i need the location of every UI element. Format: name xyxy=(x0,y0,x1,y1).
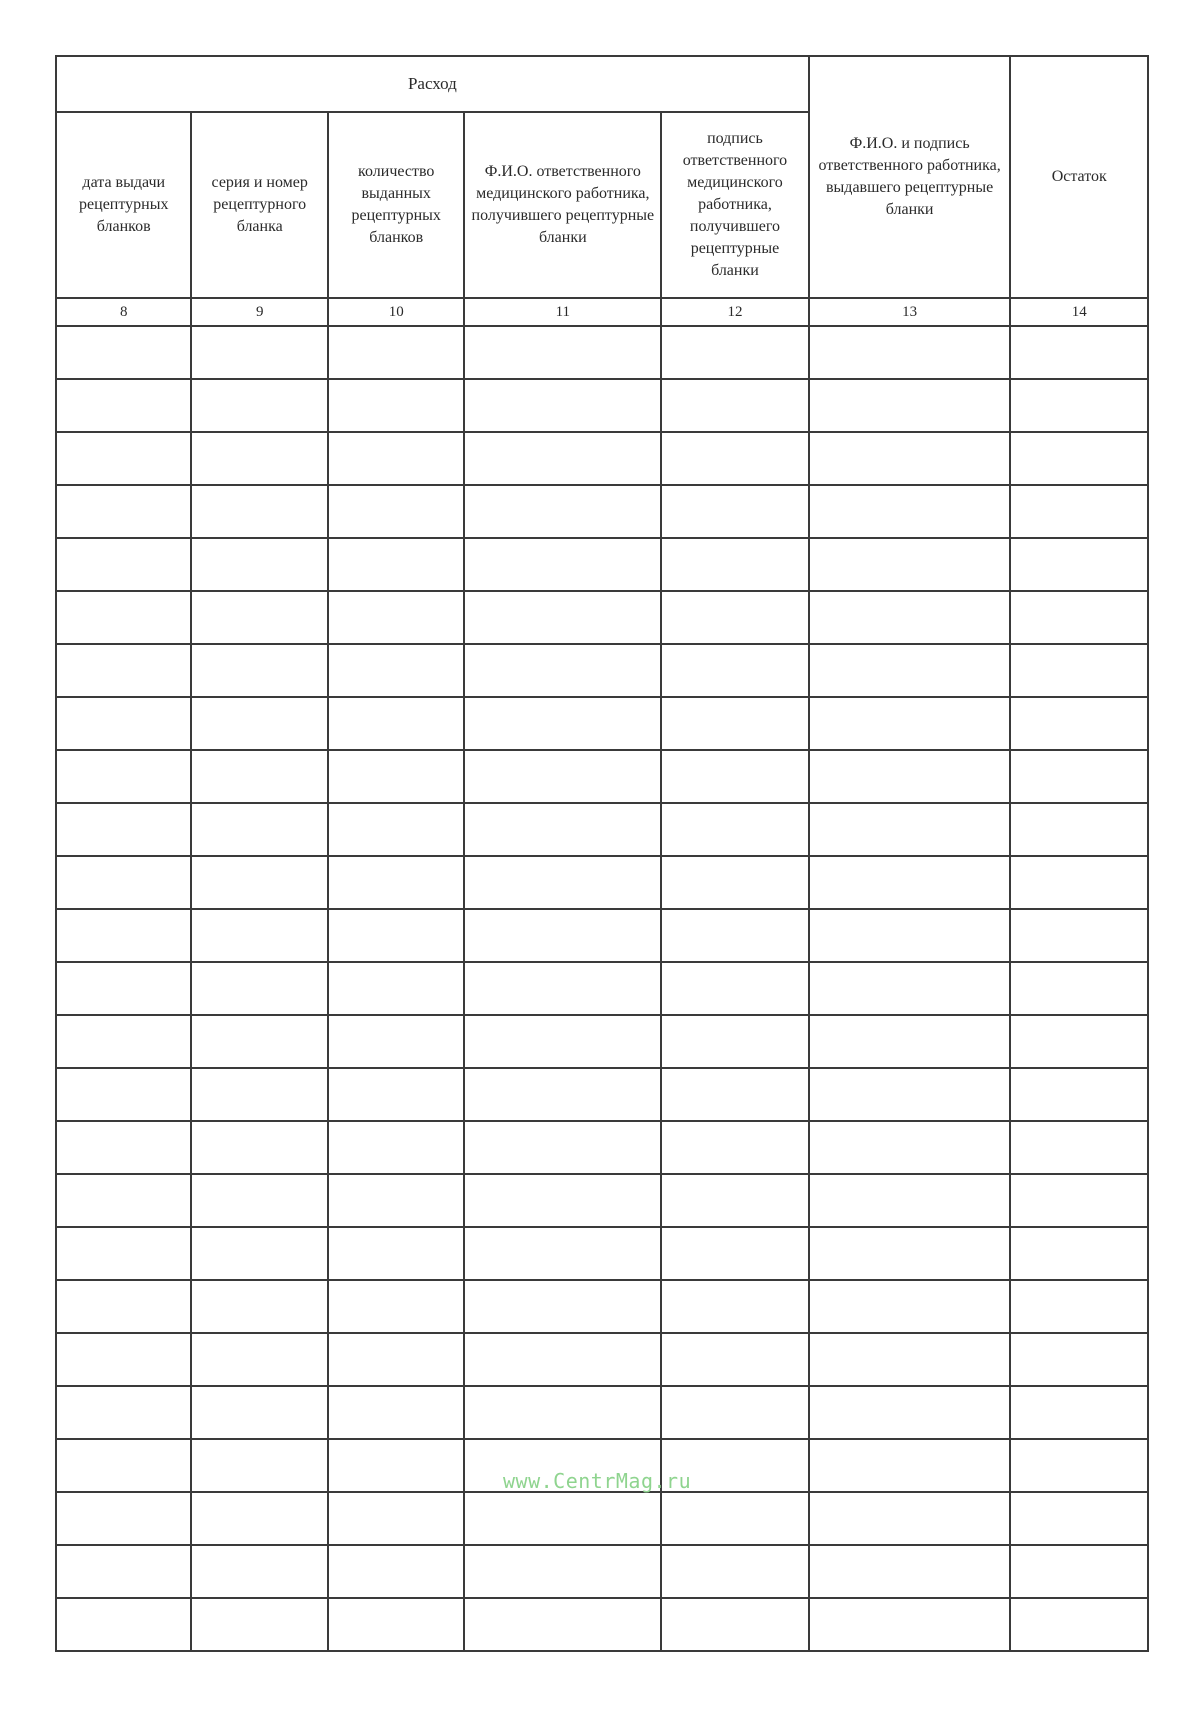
table-row xyxy=(56,644,1148,697)
table-cell xyxy=(328,803,464,856)
table-cell xyxy=(1010,326,1148,379)
table-cell xyxy=(464,432,661,485)
table-cell xyxy=(328,697,464,750)
table-cell xyxy=(328,1386,464,1439)
table-cell xyxy=(191,1439,327,1492)
table-cell xyxy=(191,750,327,803)
table-cell xyxy=(328,750,464,803)
table-cell xyxy=(661,1121,809,1174)
table-row xyxy=(56,1492,1148,1545)
table-cell xyxy=(1010,1333,1148,1386)
table-cell xyxy=(191,1121,327,1174)
table-cell xyxy=(56,1015,191,1068)
table-cell xyxy=(1010,962,1148,1015)
table-row xyxy=(56,1545,1148,1598)
table-cell xyxy=(809,1333,1011,1386)
table-cell xyxy=(1010,485,1148,538)
column-number-row xyxy=(56,298,1148,326)
table-row xyxy=(56,697,1148,750)
table-cell xyxy=(191,803,327,856)
column-number: 8 xyxy=(56,298,191,326)
quantity-header: количество выданных рецептурных бланков xyxy=(328,112,464,298)
table-cell xyxy=(809,644,1011,697)
table-cell xyxy=(191,379,327,432)
table-cell xyxy=(661,379,809,432)
table-cell xyxy=(809,1015,1011,1068)
table-row xyxy=(56,1598,1148,1651)
recipient-name-header: Ф.И.О. ответственного медицинского работника, получившего рецептурные бланки xyxy=(464,112,661,298)
table-cell xyxy=(191,856,327,909)
table-row xyxy=(56,1121,1148,1174)
table-cell xyxy=(328,856,464,909)
table-cell xyxy=(191,1280,327,1333)
table-cell xyxy=(1010,1492,1148,1545)
table-cell xyxy=(1010,1598,1148,1651)
table-cell xyxy=(1010,697,1148,750)
table-row xyxy=(56,750,1148,803)
table-row xyxy=(56,1333,1148,1386)
table-cell xyxy=(191,1015,327,1068)
table-cell xyxy=(809,1174,1011,1227)
table-cell xyxy=(1010,1545,1148,1598)
table-cell xyxy=(1010,538,1148,591)
table-cell xyxy=(464,644,661,697)
table-cell xyxy=(56,1280,191,1333)
table-cell xyxy=(809,1227,1011,1280)
table-row xyxy=(56,432,1148,485)
table-cell xyxy=(191,1598,327,1651)
table-cell xyxy=(191,697,327,750)
table-cell xyxy=(464,1227,661,1280)
table-cell xyxy=(191,485,327,538)
table-cell xyxy=(1010,379,1148,432)
table-cell xyxy=(464,1015,661,1068)
table-cell xyxy=(328,1492,464,1545)
table-cell xyxy=(191,1386,327,1439)
table-cell xyxy=(1010,1227,1148,1280)
table-cell xyxy=(56,379,191,432)
table-cell xyxy=(809,326,1011,379)
table-cell xyxy=(464,856,661,909)
table-cell xyxy=(1010,644,1148,697)
table-cell xyxy=(56,432,191,485)
table-cell xyxy=(191,1227,327,1280)
table-cell xyxy=(56,644,191,697)
table-cell xyxy=(56,1439,191,1492)
table-cell xyxy=(661,750,809,803)
column-number: 12 xyxy=(661,298,809,326)
table-cell xyxy=(1010,432,1148,485)
table-cell xyxy=(809,1068,1011,1121)
table-cell xyxy=(464,1068,661,1121)
table-cell xyxy=(1010,1386,1148,1439)
table-cell xyxy=(661,1333,809,1386)
table-cell xyxy=(464,697,661,750)
table-cell xyxy=(328,326,464,379)
table-cell xyxy=(328,1333,464,1386)
table-cell xyxy=(1010,750,1148,803)
table-cell xyxy=(661,1227,809,1280)
table-cell xyxy=(661,1015,809,1068)
table-cell xyxy=(1010,1015,1148,1068)
table-cell xyxy=(464,1545,661,1598)
table-cell xyxy=(1010,856,1148,909)
table-row xyxy=(56,379,1148,432)
table-cell xyxy=(464,1598,661,1651)
table-cell xyxy=(661,538,809,591)
table-row xyxy=(56,326,1148,379)
table-cell xyxy=(464,538,661,591)
table-cell xyxy=(191,1545,327,1598)
table-cell xyxy=(809,538,1011,591)
table-cell xyxy=(661,856,809,909)
table-cell xyxy=(464,1492,661,1545)
column-number: 10 xyxy=(328,298,464,326)
table-cell xyxy=(809,1121,1011,1174)
table-cell xyxy=(56,326,191,379)
table-cell xyxy=(56,1174,191,1227)
table-cell xyxy=(661,1386,809,1439)
table-cell xyxy=(809,1386,1011,1439)
table-cell xyxy=(809,1598,1011,1651)
register-table xyxy=(55,55,1149,1652)
table-cell xyxy=(809,432,1011,485)
table-cell xyxy=(328,1227,464,1280)
table-cell xyxy=(809,750,1011,803)
table-cell xyxy=(464,750,661,803)
table-cell xyxy=(56,750,191,803)
table-cell xyxy=(191,1492,327,1545)
table-cell xyxy=(328,1174,464,1227)
table-cell xyxy=(328,1545,464,1598)
table-cell xyxy=(809,591,1011,644)
table-cell xyxy=(56,1386,191,1439)
table-row xyxy=(56,538,1148,591)
table-cell xyxy=(56,538,191,591)
table-cell xyxy=(661,485,809,538)
table-cell xyxy=(328,1015,464,1068)
table-cell xyxy=(464,962,661,1015)
table-cell xyxy=(328,1121,464,1174)
table-cell xyxy=(56,856,191,909)
table-cell xyxy=(464,1386,661,1439)
series-number-header: серия и номер рецептурного бланка xyxy=(191,112,327,298)
table-cell xyxy=(1010,591,1148,644)
issuer-name-signature-header: Ф.И.О. и подпись ответственного работника, выдавшего рецептурные бланки xyxy=(809,56,1011,298)
table-cell xyxy=(328,432,464,485)
table-cell xyxy=(464,803,661,856)
table-cell xyxy=(56,909,191,962)
table-cell xyxy=(328,962,464,1015)
table-cell xyxy=(661,591,809,644)
table-cell xyxy=(328,379,464,432)
table-cell xyxy=(661,1174,809,1227)
expense-group-header: Расход xyxy=(56,56,809,112)
recipient-signature-header: подпись ответственного медицинского работника, получившего рецептурные бланки xyxy=(661,112,809,298)
table-cell xyxy=(191,962,327,1015)
table-cell xyxy=(464,909,661,962)
table-cell xyxy=(809,803,1011,856)
table-cell xyxy=(328,1068,464,1121)
table-cell xyxy=(809,697,1011,750)
table-cell xyxy=(191,1174,327,1227)
table-cell xyxy=(1010,1068,1148,1121)
table-cell xyxy=(56,962,191,1015)
table-cell xyxy=(56,1598,191,1651)
table-cell xyxy=(809,1439,1011,1492)
table-cell xyxy=(464,1174,661,1227)
table-cell xyxy=(809,379,1011,432)
table-cell xyxy=(56,1333,191,1386)
table-cell xyxy=(56,1545,191,1598)
table-cell xyxy=(661,1492,809,1545)
table-cell xyxy=(1010,909,1148,962)
table-cell xyxy=(1010,803,1148,856)
table-cell xyxy=(56,803,191,856)
table-cell xyxy=(1010,1174,1148,1227)
table-row xyxy=(56,856,1148,909)
table-cell xyxy=(56,697,191,750)
table-cell xyxy=(809,1545,1011,1598)
column-number: 9 xyxy=(191,298,327,326)
table-cell xyxy=(464,379,661,432)
table-cell xyxy=(191,432,327,485)
table-cell xyxy=(809,1280,1011,1333)
balance-header: Остаток xyxy=(1010,56,1148,298)
table-cell xyxy=(191,1068,327,1121)
table-row xyxy=(56,803,1148,856)
table-cell xyxy=(464,1333,661,1386)
table-cell xyxy=(661,909,809,962)
table-cell xyxy=(464,326,661,379)
table-cell xyxy=(1010,1439,1148,1492)
table-cell xyxy=(328,1598,464,1651)
table-cell xyxy=(191,644,327,697)
watermark: www.CentrMag.ru xyxy=(503,1469,692,1493)
table-row xyxy=(56,962,1148,1015)
column-number: 14 xyxy=(1010,298,1148,326)
column-number: 11 xyxy=(464,298,661,326)
table-row xyxy=(56,485,1148,538)
table-cell xyxy=(661,962,809,1015)
table-cell xyxy=(328,538,464,591)
table-cell xyxy=(328,485,464,538)
table-cell xyxy=(661,1068,809,1121)
table-row xyxy=(56,1015,1148,1068)
table-cell xyxy=(464,1280,661,1333)
table-row xyxy=(56,1386,1148,1439)
table-cell xyxy=(56,485,191,538)
column-number: 13 xyxy=(809,298,1011,326)
table-cell xyxy=(661,432,809,485)
table-cell xyxy=(809,909,1011,962)
table-cell xyxy=(661,644,809,697)
table-cell xyxy=(191,909,327,962)
table-cell xyxy=(56,1227,191,1280)
table-cell xyxy=(328,909,464,962)
table-cell xyxy=(661,803,809,856)
table-row xyxy=(56,1174,1148,1227)
table-cell xyxy=(661,1280,809,1333)
table-cell xyxy=(56,591,191,644)
table-cell xyxy=(1010,1280,1148,1333)
table-row xyxy=(56,591,1148,644)
table-cell xyxy=(661,1598,809,1651)
table-cell xyxy=(809,962,1011,1015)
table-cell xyxy=(661,697,809,750)
table-cell xyxy=(1010,1121,1148,1174)
table-cell xyxy=(661,326,809,379)
table-cell xyxy=(191,1333,327,1386)
table-cell xyxy=(809,1492,1011,1545)
table-cell xyxy=(56,1492,191,1545)
table-row xyxy=(56,909,1148,962)
table-cell xyxy=(191,591,327,644)
issue-date-header: дата выдачи рецептурных бланков xyxy=(56,112,191,298)
table-cell xyxy=(191,326,327,379)
table-cell xyxy=(464,485,661,538)
table-row xyxy=(56,1280,1148,1333)
register-body xyxy=(56,326,1148,1651)
table-cell xyxy=(191,538,327,591)
table-cell xyxy=(328,591,464,644)
table-cell xyxy=(809,485,1011,538)
table-cell xyxy=(809,856,1011,909)
table-cell xyxy=(661,1545,809,1598)
table-cell xyxy=(328,1439,464,1492)
table-row xyxy=(56,1068,1148,1121)
table-cell xyxy=(464,591,661,644)
table-cell xyxy=(56,1068,191,1121)
table-cell xyxy=(56,1121,191,1174)
table-cell xyxy=(464,1121,661,1174)
table-row xyxy=(56,1227,1148,1280)
table-cell xyxy=(328,1280,464,1333)
table-cell xyxy=(328,644,464,697)
